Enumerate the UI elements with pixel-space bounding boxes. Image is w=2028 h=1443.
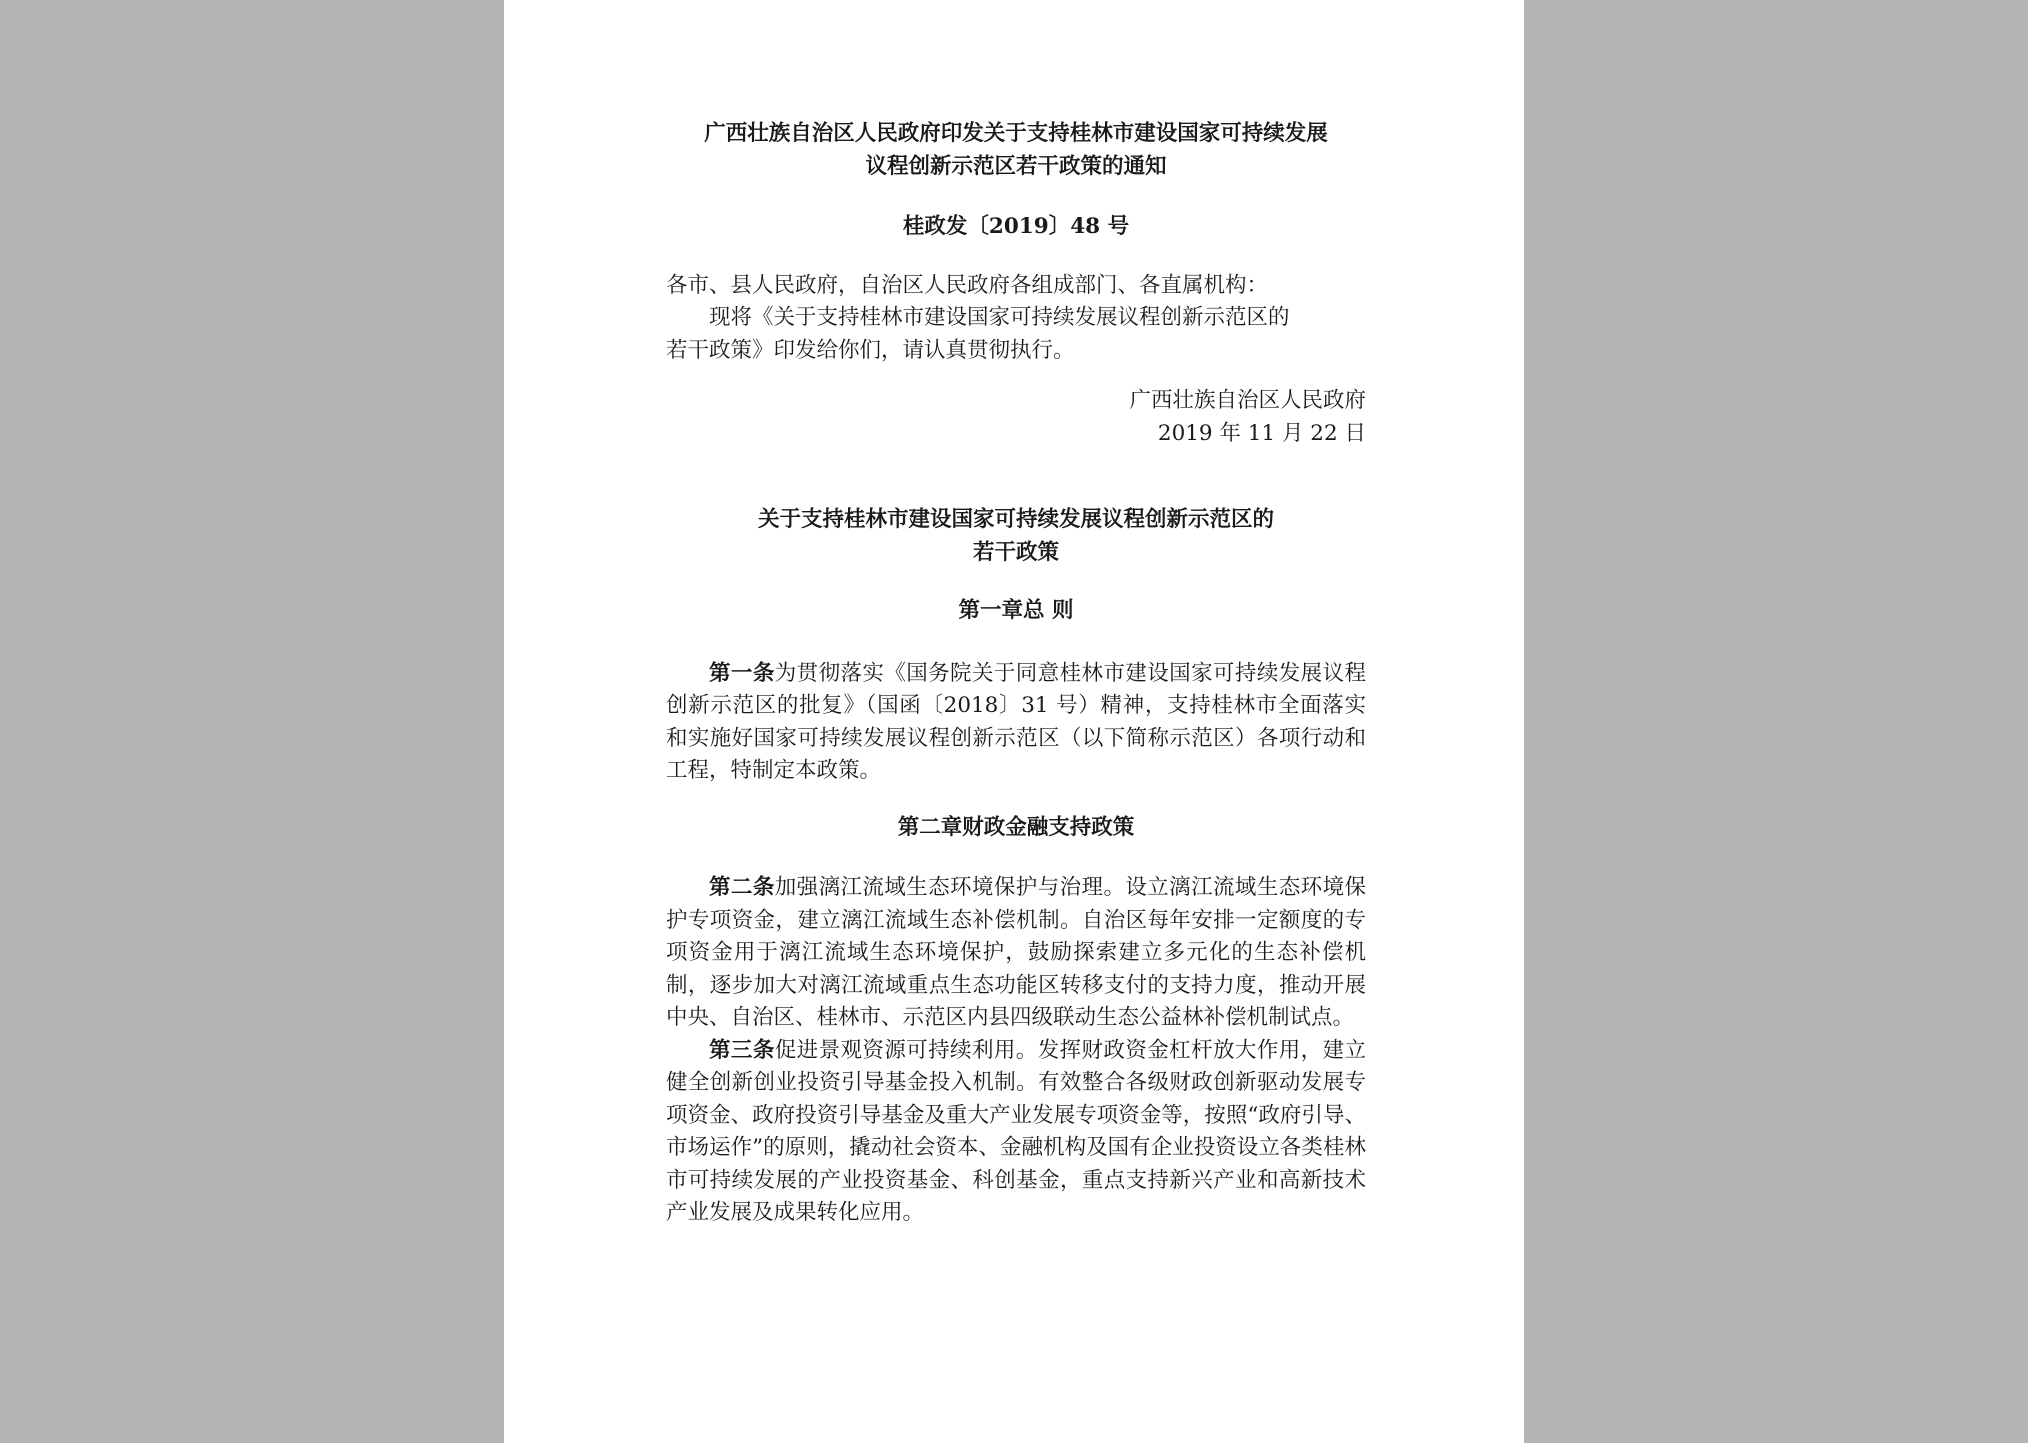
page-content	[666, 118, 1366, 1230]
chapter-heading: 第一章总 则	[958, 598, 1074, 623]
addressee: 各市、县人民政府，自治区人民政府各组成部门、各直属机构：	[666, 272, 1269, 298]
article	[666, 872, 1366, 1035]
policy-title-line: 关于支持桂林市建设国家可持续发展议程创新示范区的	[757, 507, 1274, 532]
article-text: 为贯彻落实《国务院关于同意桂林市建设国家可持续发展议程创新示范区的批复》（国函〔2018〕31 号）精神，支持桂林市全面落实和实施好国家可持续发展议程创新示范区（以下简称示范区）各项行动和工程，特制定本政策。	[666, 660, 1366, 783]
chapter-heading: 第二章财政金融支持政策	[897, 814, 1135, 840]
article-text: 加强漓江流域生态环境保护与治理。设立漓江流域生态环境保护专项资金，建立漓江流域生态补偿机制。自治区每年安排一定额度的专项资金用于漓江流域生态环境保护，鼓励探索建立多元化的生态补偿机制，逐步加大对漓江流域重点生态功能区转移支付的支持力度，推动开展中央、自治区、桂林市、示范区内县四级联动生态公益林补偿机制试点。	[666, 875, 1366, 1030]
notice-title-line: 广西壮族自治区人民政府印发关于支持桂林市建设国家可持续发展	[704, 121, 1328, 146]
policy-title-line: 若干政策	[972, 539, 1059, 565]
article-label: 第一条	[709, 660, 775, 686]
document-number: 桂政发〔2019〕48 号	[902, 214, 1130, 239]
document-page	[504, 0, 1524, 1443]
article	[666, 658, 1366, 788]
article	[666, 1035, 1366, 1230]
policy-title	[666, 504, 1366, 569]
notice-title	[666, 118, 1366, 183]
notice-body-line: 现将《关于支持桂林市建设国家可持续发展议程创新示范区的	[709, 305, 1290, 330]
signer: 广西壮族自治区人民政府	[1129, 388, 1366, 413]
signature-block	[666, 385, 1366, 450]
article-label: 第三条	[709, 1037, 775, 1063]
notice-title-line: 议程创新示范区若干政策的通知	[865, 153, 1167, 179]
notice-body-line: 若干政策》印发给你们，请认真贯彻执行。	[666, 337, 1075, 363]
article-label: 第二条	[709, 875, 775, 900]
article-text: 促进景观资源可持续利用。发挥财政资金杠杆放大作用，建立健全创新创业投资引导基金投入机制。有效整合各级财政创新驱动发展专项资金、政府投资引导基金及重大产业发展专项资金等，按照“政府引导、市场运作”的原则，撬动社会资本、金融机构及国有企业投资设立各类桂林市可持续发展的产业投资基金、科创基金，重点支持新兴产业和高新技术产业发展及成果转化应用。	[666, 1037, 1366, 1225]
issue-date: 2019 年 11 月 22 日	[1157, 420, 1366, 446]
